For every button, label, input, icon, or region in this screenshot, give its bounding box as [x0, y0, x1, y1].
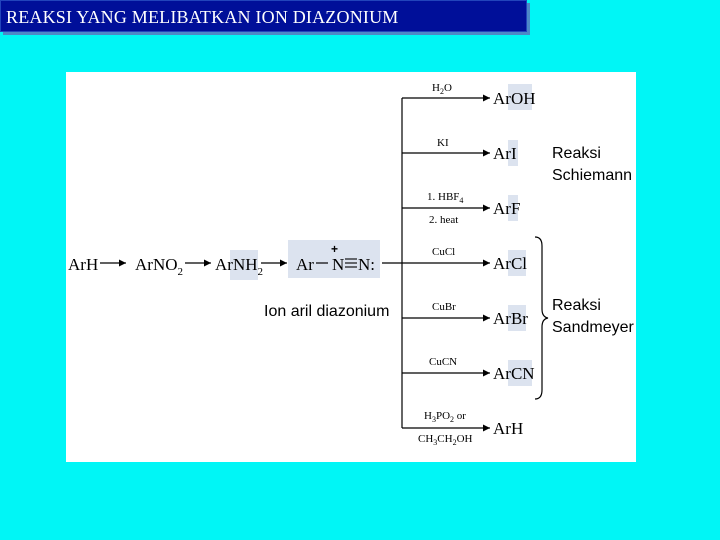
reaction-diagram [66, 72, 636, 462]
product-ari: ArI [493, 144, 517, 163]
ion-label: Ion aril diazonium [264, 303, 390, 320]
product-arcl: ArCl [493, 254, 528, 273]
sandmeyer-label-line1: Reaksi [552, 297, 601, 314]
diagram-panel [66, 72, 636, 462]
reagent-ki: KI [437, 137, 449, 149]
schiemann-label-line1: Reaksi [552, 145, 601, 162]
product-aroh: ArOH [493, 89, 536, 108]
reagent-cucn: CuCN [429, 356, 458, 368]
reagent-heat: 2. heat [429, 214, 459, 226]
reagent-cucl: CuCl [432, 246, 456, 258]
arno2-intermediate: ArNO$_2$ [135, 255, 183, 278]
product-arf: ArF [493, 199, 521, 218]
positive-charge: + [331, 242, 339, 256]
schiemann-label-line2: Schiemann [552, 167, 633, 184]
reagent-h2o: $H_2O$ [432, 82, 452, 96]
arnh2-intermediate: ArNH$_2$ [215, 255, 264, 278]
slide-title: REAKSI YANG MELIBATKAN ION DIAZONIUM [6, 7, 399, 27]
reagent-ethanol: $CH_3CH_2OH$ [418, 433, 473, 447]
product-arbr: ArBr [493, 309, 528, 328]
title-bar [0, 0, 527, 32]
reagent-cubr: CuBr [432, 301, 456, 313]
arh-reactant: ArH [68, 255, 99, 274]
diazonium-n2: N: [358, 255, 375, 274]
sandmeyer-label-line2: Sandmeyer [552, 319, 634, 336]
product-arcn: ArCN [493, 364, 535, 383]
product-arh: ArH [493, 419, 524, 438]
sandmeyer-brace [535, 237, 548, 399]
diazonium-n1: N [332, 255, 345, 274]
reagent-h3po2: $H_3PO_2$ or [424, 410, 466, 424]
diazonium-ar: Ar [296, 255, 314, 274]
reagent-hbf4: 1. $HBF_4$ [427, 191, 464, 205]
